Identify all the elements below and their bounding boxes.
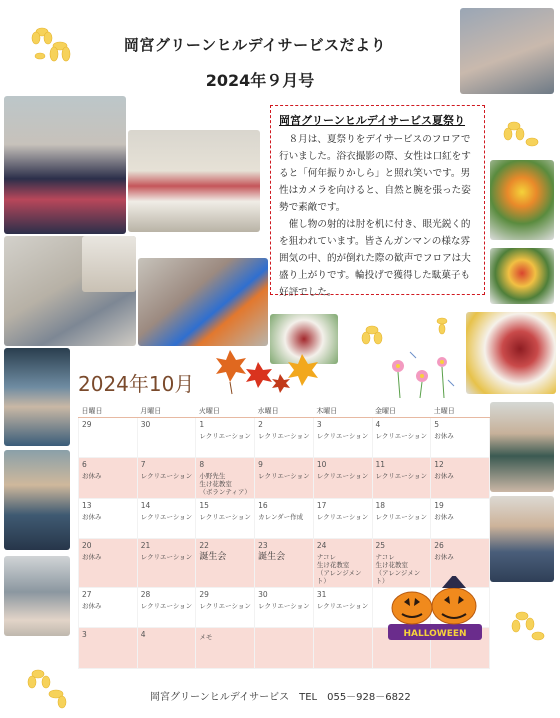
calendar-day-cell xyxy=(196,628,255,669)
calendar-day-cell xyxy=(137,418,196,458)
day-number: 17 xyxy=(316,501,327,510)
calendar-day-cell xyxy=(79,588,138,628)
weekday-header: 水曜日 xyxy=(255,405,314,418)
calendar-day-cell xyxy=(255,499,314,539)
day-event: お休み xyxy=(82,472,102,480)
day-number: 23 xyxy=(258,541,268,550)
day-event: カレンダー作成 xyxy=(258,513,304,521)
calendar-day-cell xyxy=(79,499,138,539)
photo-shaved-ice-2 xyxy=(466,312,556,394)
day-event: お休み xyxy=(434,513,454,521)
day-number: 26 xyxy=(434,541,444,550)
photo-ring-toss xyxy=(4,556,70,636)
yellow-flower-icon xyxy=(508,604,552,646)
day-event: 誕生会 xyxy=(258,552,286,562)
photo-elders-table xyxy=(460,8,554,94)
calendar-day-cell xyxy=(255,628,314,669)
halloween-banner-text: HALLOWEEN xyxy=(403,629,467,639)
day-event: レクリエーション xyxy=(258,432,310,440)
halloween-pumpkins-illustration xyxy=(382,576,488,648)
day-number: 3 xyxy=(82,630,87,639)
day-number: 22 xyxy=(199,541,209,550)
weekday-header: 火曜日 xyxy=(196,405,255,418)
day-number: 15 xyxy=(199,501,209,510)
weekday-header: 木曜日 xyxy=(313,405,372,418)
day-event: レクリエーション xyxy=(140,472,193,480)
day-event: お休み xyxy=(82,513,102,521)
photo-flower-arrangement-1 xyxy=(490,160,554,240)
article-body xyxy=(279,131,476,301)
footer-contact: 岡宮グリーンヒルデイサービス TEL 055－928－6822 xyxy=(150,692,411,703)
day-event: レクリエーション xyxy=(316,602,369,610)
calendar-day-cell xyxy=(431,418,490,458)
calendar-day-cell xyxy=(255,418,314,458)
day-event: お休み xyxy=(434,432,454,440)
calendar-title: 2024年10月 xyxy=(78,372,195,396)
article-paragraph: 催し物の射的は肘を机に付き、眼光鋭く的を狙われています。皆さんガンマンの様な雰囲気の中、的が倒れた際の歓声でフロアは大盛り上がりです。輪投げで獲得した駄菓子も好評でした。 xyxy=(279,219,471,298)
calendar-day-cell xyxy=(372,458,431,499)
day-number: 30 xyxy=(258,590,268,599)
day-number: 2 xyxy=(258,420,263,429)
photo-yukata-man-left-2 xyxy=(4,450,70,550)
day-number: 10 xyxy=(316,460,327,469)
weekday-header: 土曜日 xyxy=(431,405,490,418)
photo-shooting-game-2 xyxy=(138,258,268,346)
weekday-header: 月曜日 xyxy=(137,405,196,418)
calendar-day-cell xyxy=(313,628,372,669)
day-number: 21 xyxy=(140,541,151,550)
day-number: 20 xyxy=(82,541,92,550)
issue-label: 2024年９月号 xyxy=(205,71,315,90)
yellow-flower-icon xyxy=(24,18,84,68)
photo-prizes xyxy=(82,236,136,292)
day-event: レクリエーション xyxy=(258,602,310,610)
day-event: メモ xyxy=(199,633,213,641)
calendar-day-cell xyxy=(372,418,431,458)
calendar-day-cell xyxy=(137,458,196,499)
calendar-day-cell xyxy=(137,628,196,669)
day-number: 4 xyxy=(140,630,146,639)
photo-festival-display xyxy=(128,130,260,232)
day-event: レクリエーション xyxy=(258,472,310,480)
day-event: お休み xyxy=(434,472,454,480)
day-number: 30 xyxy=(140,420,151,429)
day-event: （ボランティア） xyxy=(199,488,251,496)
day-event: 誕生会 xyxy=(199,552,227,562)
day-number: 12 xyxy=(434,460,444,469)
photo-yukata-man-left-1 xyxy=(4,348,70,446)
day-event: 小野先生 xyxy=(199,472,226,480)
day-number: 31 xyxy=(316,590,327,599)
photo-flower-arrangement-2 xyxy=(490,248,554,304)
day-number: 7 xyxy=(140,460,146,469)
calendar-day-cell xyxy=(313,458,372,499)
day-event: レクリエーション xyxy=(199,432,251,440)
calendar-day-cell xyxy=(196,499,255,539)
calendar-day-cell xyxy=(313,588,372,628)
calendar-day-cell xyxy=(313,539,372,588)
summer-festival-article xyxy=(270,105,485,298)
calendar-day-cell xyxy=(313,499,372,539)
day-number: 25 xyxy=(375,541,386,550)
calendar-day-cell xyxy=(196,418,255,458)
day-event: レクリエーション xyxy=(316,513,369,521)
day-event: お休み xyxy=(434,553,454,561)
day-event: ナコレ xyxy=(375,553,395,561)
weekday-header: 日曜日 xyxy=(79,405,138,418)
day-number: 14 xyxy=(140,501,151,510)
photo-yukata-man-right xyxy=(490,496,554,582)
day-number: 29 xyxy=(82,420,92,429)
calendar-day-cell xyxy=(79,628,138,669)
cosmos-flowers-illustration xyxy=(382,346,460,400)
day-number: 28 xyxy=(140,590,151,599)
article-title: 岡宮グリーンヒルデイサービス夏祭り xyxy=(279,114,466,127)
calendar-day-cell xyxy=(255,588,314,628)
calendar-day-cell xyxy=(196,539,255,588)
day-event: レクリエーション xyxy=(199,602,251,610)
calendar-day-cell xyxy=(431,499,490,539)
calendar-day-cell xyxy=(137,539,196,588)
calendar-day-cell xyxy=(313,418,372,458)
newsletter-title: 岡宮グリーンヒルデイサービスだより xyxy=(123,36,387,54)
photo-yukata-woman-right xyxy=(490,402,554,492)
calendar-week-row xyxy=(79,418,490,458)
day-number: 5 xyxy=(434,420,439,429)
day-number: 13 xyxy=(82,501,92,510)
day-number: 18 xyxy=(375,501,386,510)
calendar-day-cell xyxy=(196,458,255,499)
day-number: 4 xyxy=(375,420,381,429)
weekday-header: 金曜日 xyxy=(372,405,431,418)
day-event: レクリエーション xyxy=(140,513,193,521)
day-event: レクリエーション xyxy=(199,513,251,521)
calendar-day-cell xyxy=(372,499,431,539)
day-event: レクリエーション xyxy=(140,602,193,610)
calendar-week-row xyxy=(79,499,490,539)
article-paragraph: ８月は、夏祭りをデイサービスのフロアで行いました。浴衣撮影の際、女性は口紅をすると「何年振りかしら」と照れ笑いです。男性はカメラを向けると、自然と腕を張った姿勢で素敵です。 xyxy=(279,134,471,213)
calendar-day-cell xyxy=(255,539,314,588)
day-event: レクリエーション xyxy=(375,472,427,480)
day-number: 27 xyxy=(82,590,92,599)
photo-yukata-women xyxy=(4,96,126,234)
day-number: 19 xyxy=(434,501,444,510)
day-event: レクリエーション xyxy=(316,472,369,480)
calendar-day-cell xyxy=(79,418,138,458)
day-event: ナコレ xyxy=(316,553,337,561)
day-number: 29 xyxy=(199,590,209,599)
day-event: （アレンジメント） xyxy=(316,569,362,585)
calendar-day-cell xyxy=(255,458,314,499)
yellow-flower-icon xyxy=(22,660,78,712)
day-number: 8 xyxy=(199,460,205,469)
calendar-day-cell xyxy=(137,499,196,539)
day-event: レクリエーション xyxy=(375,513,427,521)
day-number: 9 xyxy=(258,460,263,469)
calendar-week-row xyxy=(79,458,490,499)
day-number: 11 xyxy=(375,460,386,469)
day-number: 6 xyxy=(82,460,87,469)
day-event: 生け花教室 xyxy=(375,561,409,569)
day-event: お休み xyxy=(82,553,102,561)
day-number: 1 xyxy=(199,420,205,429)
day-number: 16 xyxy=(258,501,268,510)
day-event: （アレンジメント） xyxy=(375,569,421,585)
calendar-day-cell xyxy=(137,588,196,628)
calendar-day-cell xyxy=(79,539,138,588)
yellow-flower-icon xyxy=(498,112,546,156)
day-event: 生け花教室 xyxy=(316,561,350,569)
day-event: レクリエーション xyxy=(140,553,193,561)
day-event: お休み xyxy=(82,602,102,610)
calendar-day-cell xyxy=(196,588,255,628)
yellow-flower-icon xyxy=(428,312,456,338)
day-number: 24 xyxy=(316,541,327,550)
day-number: 3 xyxy=(316,420,322,429)
calendar-day-cell xyxy=(79,458,138,499)
calendar-day-cell xyxy=(431,458,490,499)
day-event: レクリエーション xyxy=(316,432,369,440)
autumn-leaves-illustration xyxy=(210,344,326,400)
day-event: レクリエーション xyxy=(375,432,427,440)
day-event: 生け花教室 xyxy=(199,480,232,488)
